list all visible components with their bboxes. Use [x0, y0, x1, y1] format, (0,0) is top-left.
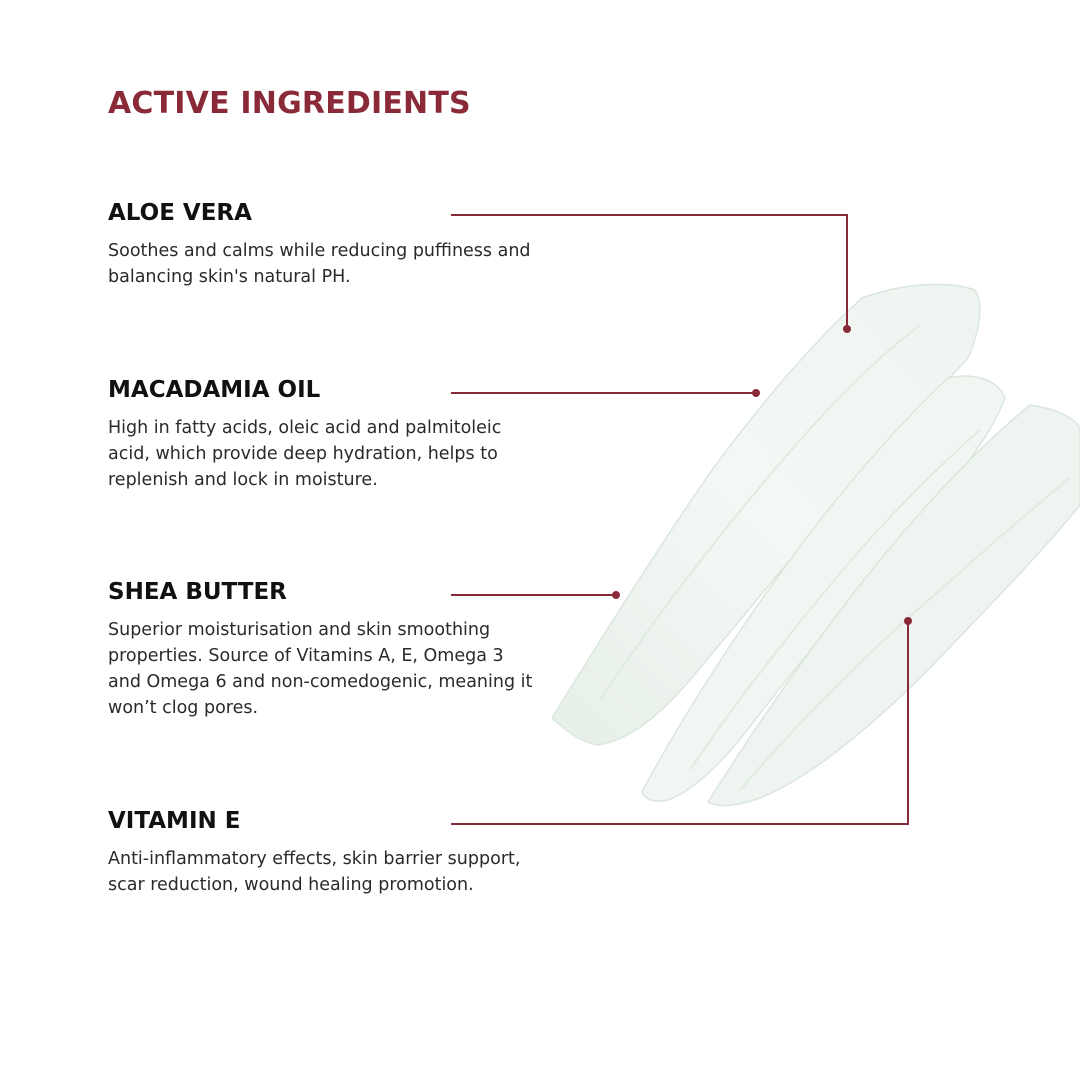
ingredient-shea-butter: [108, 579, 538, 721]
ingredient-description: Soothes and calms while reducing puffiness and balancing skin's natural PH.: [108, 241, 531, 287]
ingredient-name: ALOE VERA: [108, 200, 252, 226]
ingredient-vitamin-e: [108, 808, 538, 898]
macadamia-oil-marker: [752, 389, 760, 397]
shea-butter-marker: [612, 591, 620, 599]
ingredient-name: SHEA BUTTER: [108, 579, 287, 605]
ingredient-description: Anti-inflammatory effects, skin barrier support, scar reduction, wound healing promotion.: [108, 849, 521, 895]
page-title: ACTIVE INGREDIENTS: [108, 86, 471, 121]
ingredient-aloe-vera: [108, 200, 538, 290]
vitamin-e-marker: [904, 617, 912, 625]
ingredient-name: MACADAMIA OIL: [108, 377, 321, 403]
ingredient-description: Superior moisturisation and skin smoothing properties. Source of Vitamins A, E, Omega 3 and Omega 6 and non-comedogenic, meaning it won’t clog pores.: [108, 620, 533, 718]
aloe-vera-marker: [843, 325, 851, 333]
ingredient-macadamia-oil: [108, 377, 538, 493]
ingredient-name: VITAMIN E: [108, 808, 241, 834]
ingredient-description: High in fatty acids, oleic acid and palmitoleic acid, which provide deep hydration, helps to replenish and lock in moisture.: [108, 418, 502, 490]
cream-smear-image: [552, 284, 1080, 805]
